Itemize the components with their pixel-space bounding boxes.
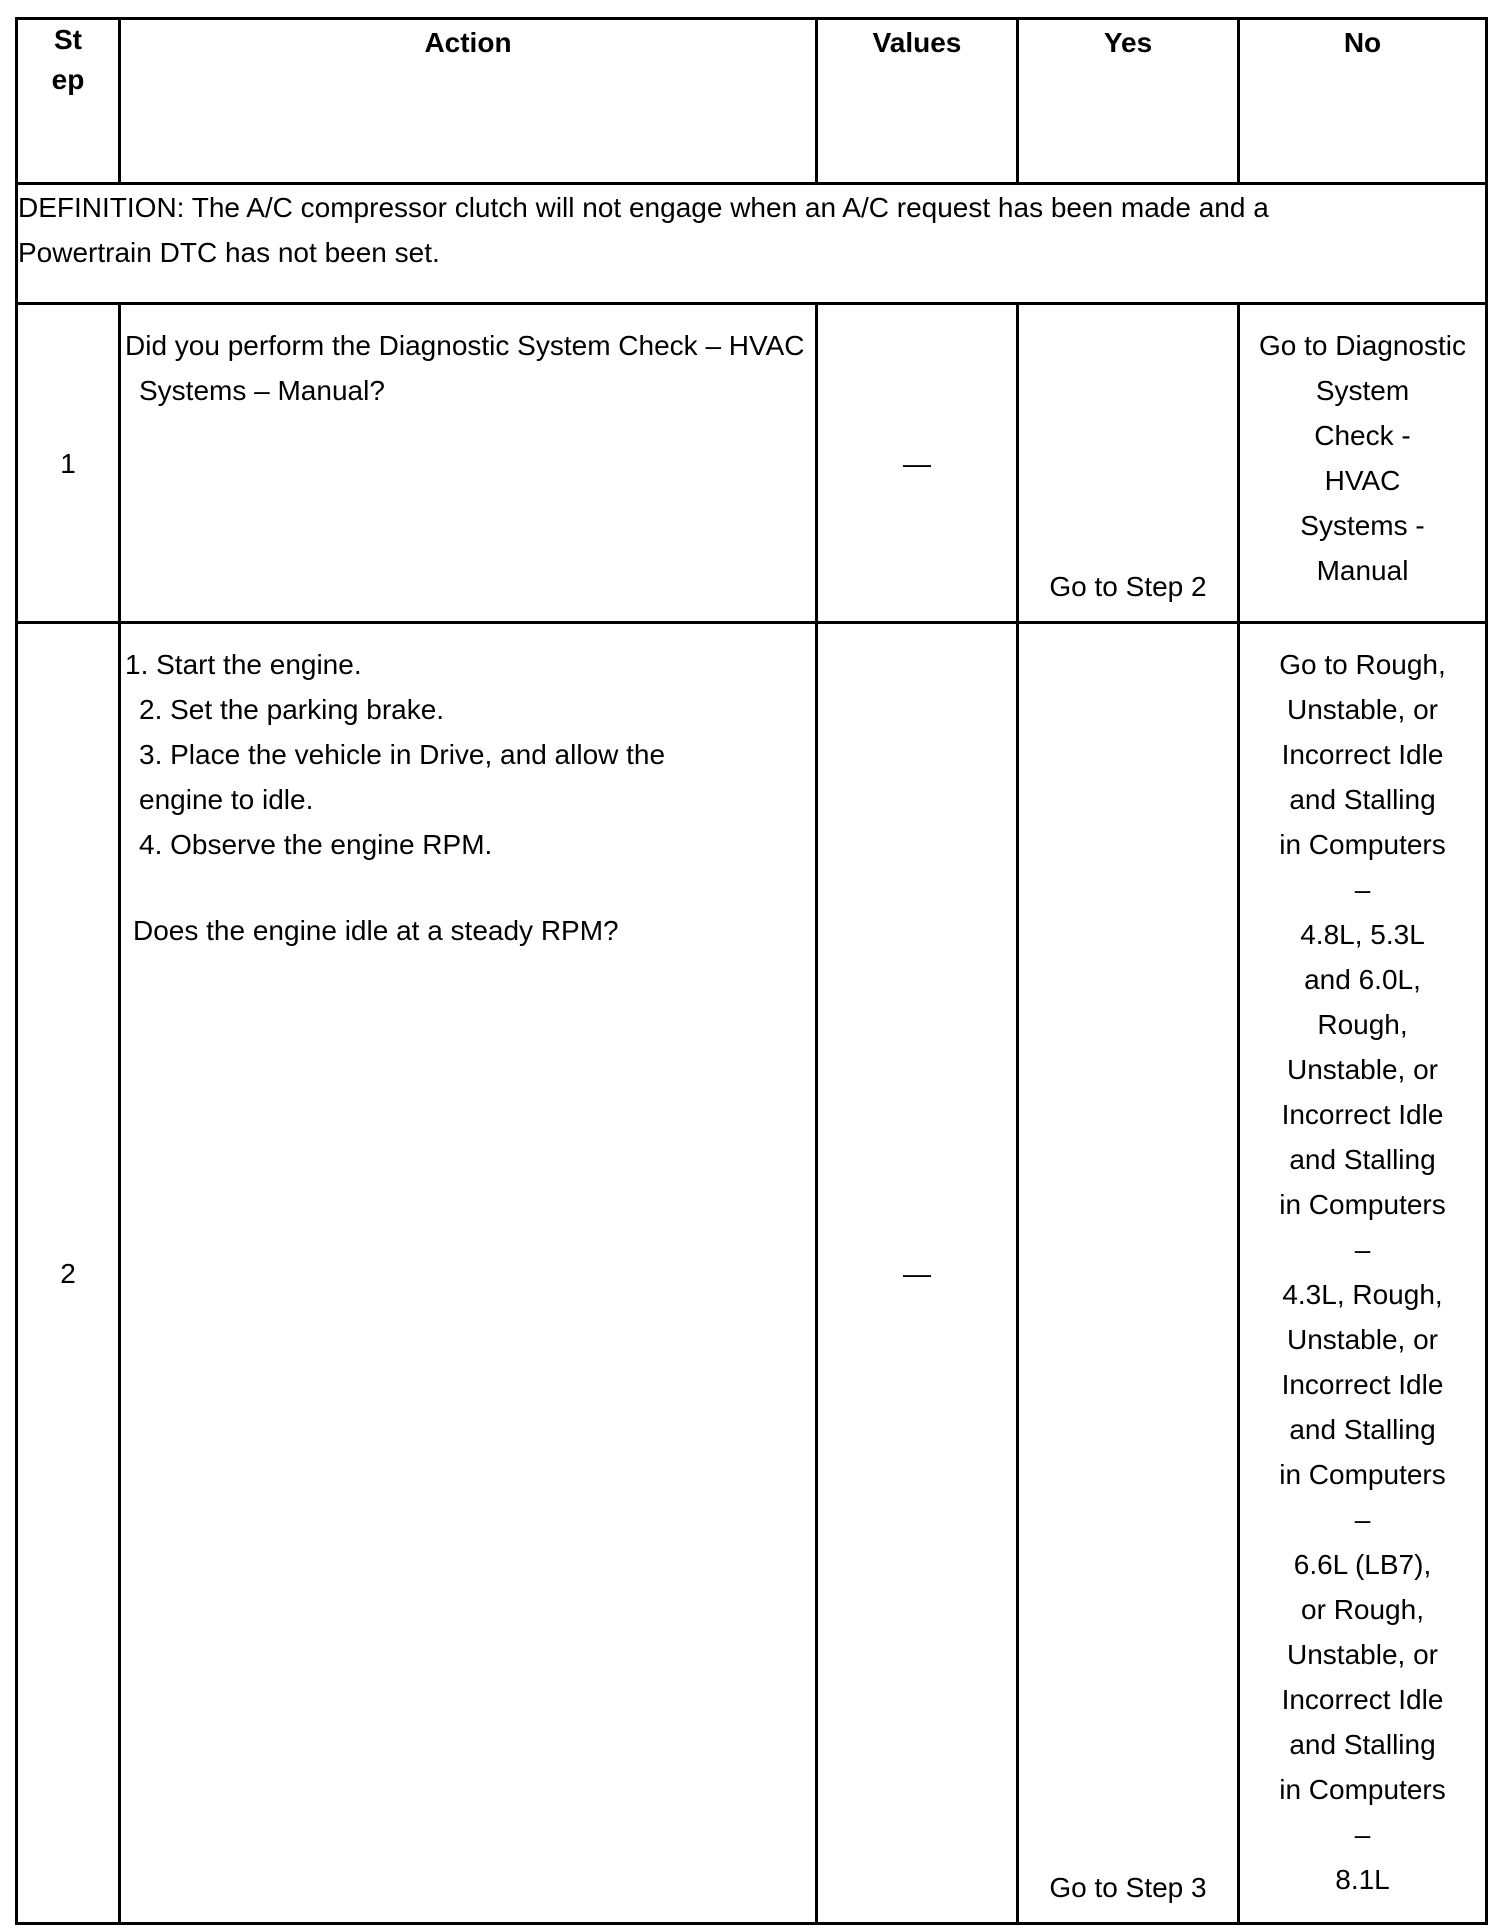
no-line: in Computers [1279, 1189, 1446, 1220]
action-cell [120, 304, 817, 623]
no-line: HVAC [1324, 465, 1401, 496]
no-line: Unstable, or [1287, 694, 1438, 725]
no-line: – [1354, 1504, 1371, 1535]
header-action: Action [120, 19, 817, 184]
no-line: and Stalling [1289, 1414, 1436, 1445]
definition-cell [17, 184, 1487, 304]
header-values: Values [817, 19, 1018, 184]
spacer [125, 867, 811, 908]
no-line: Go to Diagnostic [1259, 330, 1466, 361]
no-line: and Stalling [1289, 784, 1436, 815]
no-line: – [1354, 1234, 1371, 1265]
no-line: and Stalling [1289, 1144, 1436, 1175]
no-line: 6.6L (LB7), [1293, 1549, 1432, 1580]
yes-cell: Go to Step 2 [1018, 304, 1239, 623]
no-line: Unstable, or [1287, 1639, 1438, 1670]
no-line: or Rough, [1301, 1594, 1424, 1625]
header-step-line-2: ep [51, 64, 85, 95]
no-line: 4.3L, Rough, [1282, 1279, 1443, 1310]
no-line: Incorrect Idle [1281, 1099, 1444, 1130]
header-no: No [1239, 19, 1487, 184]
values-cell: — [817, 623, 1018, 1924]
yes-cell: Go to Step 3 [1018, 623, 1239, 1924]
no-line: Systems - [1300, 510, 1425, 541]
no-line: Check - [1314, 420, 1411, 451]
step-number: 2 [17, 623, 120, 1924]
no-cell [1239, 304, 1487, 623]
action-step-1: 1. Start the engine. [125, 649, 362, 680]
no-line: Rough, [1317, 1009, 1408, 1040]
definition-line-2: Powertrain DTC has not been set. [18, 237, 440, 268]
values-cell: — [817, 304, 1018, 623]
action-cell [120, 623, 817, 1924]
action-step-3-cont: engine to idle. [139, 784, 314, 815]
no-line: Incorrect Idle [1281, 739, 1444, 770]
no-line: – [1354, 1819, 1371, 1850]
no-line: Manual [1316, 555, 1409, 586]
no-line: Unstable, or [1287, 1054, 1438, 1085]
no-line: Unstable, or [1287, 1324, 1438, 1355]
definition-line-1: DEFINITION: The A/C compressor clutch will not engage when an A/C request has been made and a [18, 192, 1269, 223]
no-line: in Computers [1279, 1459, 1446, 1490]
diagnostic-table-page [15, 17, 1488, 1925]
definition-row [17, 184, 1487, 304]
action-step-2: 2. Set the parking brake. [139, 694, 445, 725]
no-line: in Computers [1279, 829, 1446, 860]
step-number: 1 [17, 304, 120, 623]
table-row-step-2 [17, 623, 1487, 1924]
action-line: Systems – Manual? [139, 375, 385, 406]
action-question: Does the engine idle at a steady RPM? [133, 915, 619, 946]
no-line: and Stalling [1289, 1729, 1436, 1760]
header-yes: Yes [1018, 19, 1239, 184]
no-line: Incorrect Idle [1281, 1369, 1444, 1400]
no-line: Incorrect Idle [1281, 1684, 1444, 1715]
action-step-3: 3. Place the vehicle in Drive, and allow the [139, 739, 666, 770]
action-step-4: 4. Observe the engine RPM. [139, 829, 493, 860]
no-line: System [1315, 375, 1410, 406]
no-cell [1239, 623, 1487, 1924]
no-line: – [1354, 874, 1371, 905]
header-step-line-1: St [54, 24, 82, 55]
no-line: in Computers [1279, 1774, 1446, 1805]
diagnostic-table [15, 17, 1488, 1925]
action-line: Did you perform the Diagnostic System Check – HVAC [125, 330, 805, 361]
no-line: 8.1L [1335, 1864, 1390, 1895]
no-line: Go to Rough, [1279, 649, 1446, 680]
no-line: 4.8L, 5.3L [1300, 919, 1425, 950]
no-line: and 6.0L, [1304, 964, 1421, 995]
header-step [17, 19, 120, 184]
table-header-row [17, 19, 1487, 184]
table-row-step-1 [17, 304, 1487, 623]
